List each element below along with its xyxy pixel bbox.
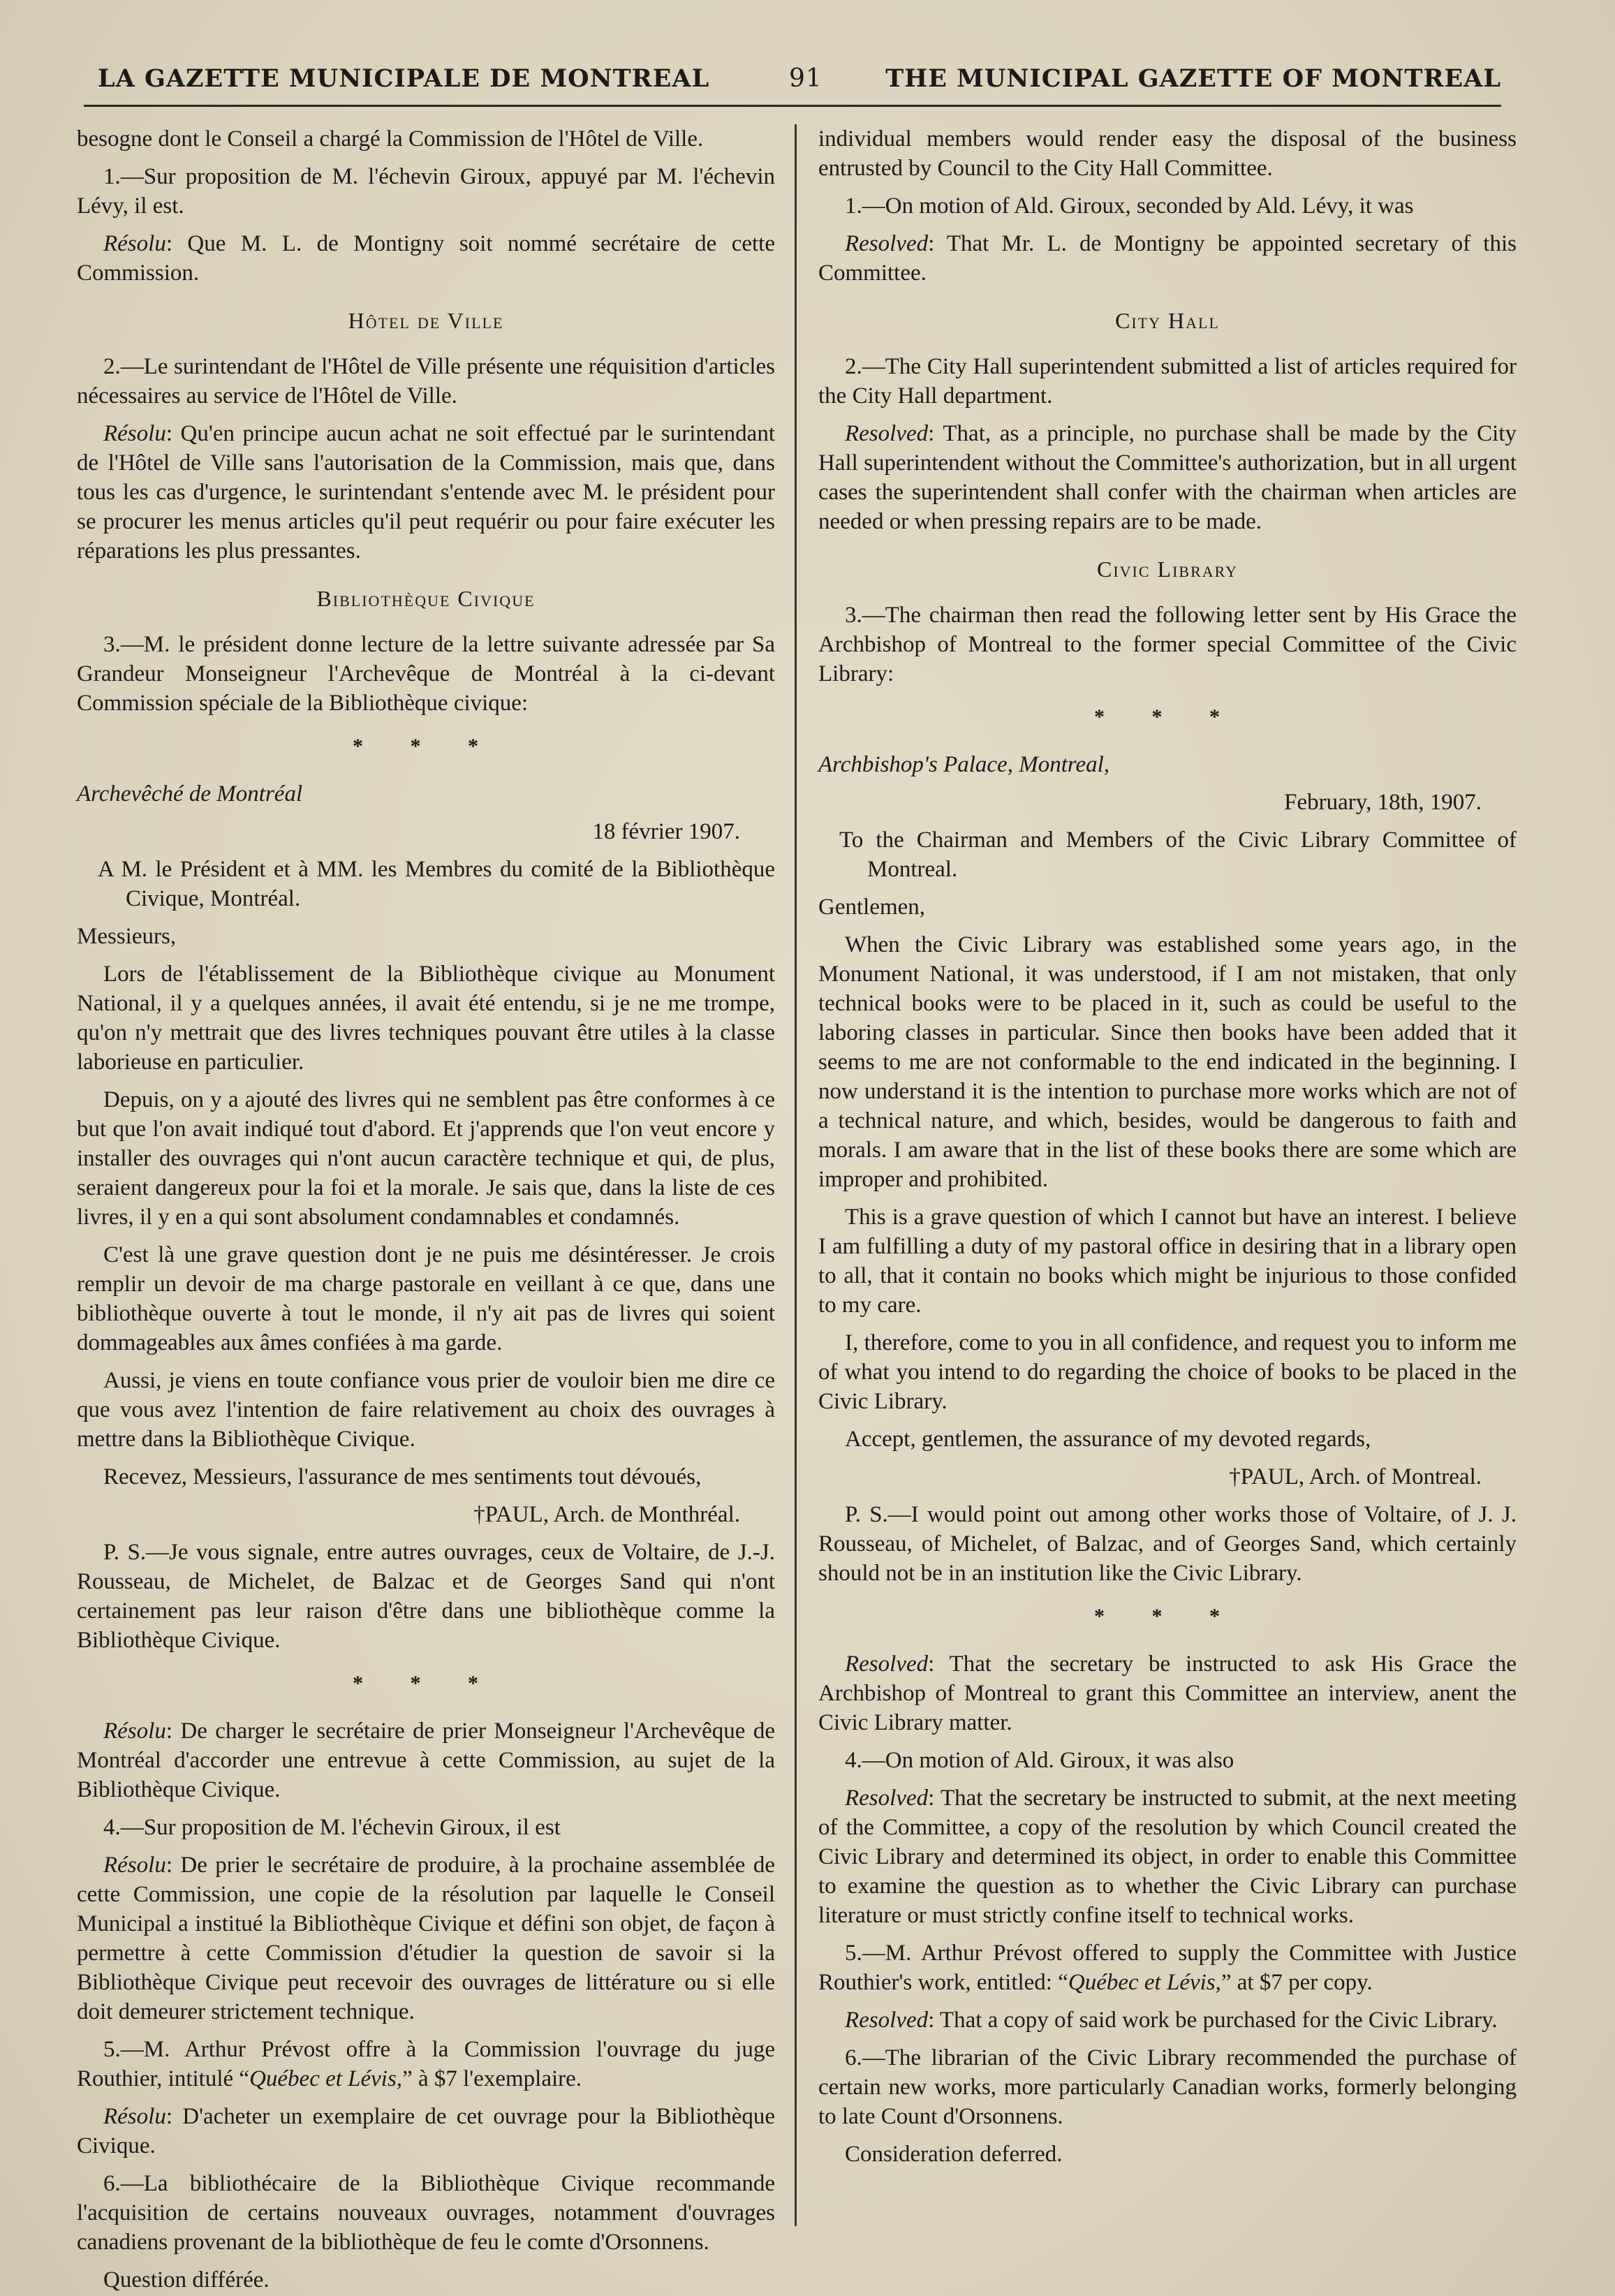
header-rule — [84, 105, 1501, 107]
section-heading-bibliotheque: Bibliothèque Civique — [316, 586, 536, 611]
resolution-text: : Que M. L. de Montigny soit nommé secrétaire de cette Commission. — [77, 231, 775, 286]
offer-price: ” at $7 per copy. — [1221, 1970, 1373, 1995]
section-heading-hotel-de-ville: Hôtel de Ville — [348, 308, 504, 333]
english-column — [818, 124, 1517, 2177]
letter-paragraph: Lors de l'établissement de la Bibliothèque civique au Monument National, il y a quelques années, il avait été entendu, si je ne me trompe, qu'on n'y mettrait que des livres techniques pouvant être utiles à la classe laborieuse en particulier. — [77, 962, 775, 1075]
resolution-paragraph — [818, 229, 1517, 288]
letter-salutation: Messieurs, — [77, 924, 177, 949]
letter-salutation: Gentlemen, — [818, 895, 926, 920]
paragraph: Question différée. — [103, 2267, 270, 2293]
letter-location: Archbishop's Palace, Montreal, — [818, 752, 1110, 777]
motion-paragraph: 1.—On motion of Ald. Giroux, seconded by Ald. Lévy, it was — [845, 193, 1414, 219]
motion-paragraph: 1.—Sur proposition de M. l'échevin Giroux, appuyé par M. l'échevin Lévy, il est. — [77, 164, 775, 219]
offer-text: 5.—M. Arthur Prévost offered to supply the Committee with Justice Routhier's work, entitled: “ — [818, 1941, 1517, 1995]
paragraph: 6.—La bibliothécaire de la Bibliothèque Civique recommande l'acquisition de certains nouveaux ouvrages, notamment d'ouvrages canadiens provenant de la bibliothèque de feu le comte d'Orsonnens. — [77, 2171, 775, 2255]
letter-addressee: A M. le Président et à MM. les Membres du comité de la Bibliothèque Civique, Montréal. — [98, 857, 775, 911]
resolution-text: : De charger le secrétaire de prier Monseigneur l'Archevêque de Montréal d'accorder une entrevue à cette Commission, au sujet de la Bibliothèque Civique. — [77, 1719, 775, 1802]
resolution-text: : That the secretary be instructed to ask His Grace the Archbishop of Montreal to grant this Committee an interview, anent the Civic Library matter. — [818, 1651, 1517, 1735]
letter-paragraph: I, therefore, come to you in all confidence, and request you to inform me of what you intend to do regarding the choice of books to be placed in the Civic Library. — [818, 1330, 1517, 1414]
resolution-text: : That Mr. L. de Montigny be appointed secretary of this Committee. — [818, 231, 1517, 286]
resolution-label: Résolu — [103, 1853, 166, 1878]
letter-closing: Recevez, Messieurs, l'assurance de mes sentiments tout dévoués, — [103, 1464, 702, 1489]
section-heading-city-hall: City Hall — [1115, 308, 1220, 333]
letter-paragraph: Depuis, on y a ajouté des livres qui ne semblent pas être conformes à ce but que l'on avait indiqué tout d'abord. Et j'apprends que l'on veut encore y installer des ouvrages qui n'ont aucun caractère technique et qui, de plus, seraient dangereux pour la foi et la morale. Je sais que, dans la liste de ces livres, il y en a qui sont absolument condamnables et condamnés. — [77, 1087, 775, 1230]
letter-postscript: P. S.—Je vous signale, entre autres ouvrages, ceux de Voltaire, de J.-J. Rousseau, de Michelet, de Balzac et de Georges Sand qui n'ont certainement pas leur raison d'être dans une bibliothèque comme la Bibliothèque Civique. — [77, 1540, 775, 1653]
letter-closing: Accept, gentlemen, the assurance of my devoted regards, — [845, 1427, 1371, 1452]
section-heading-civic-library: Civic Library — [1096, 557, 1238, 582]
column-divider — [795, 124, 797, 2226]
letter-paragraph: C'est là une grave question dont je ne puis me désintéresser. Je crois remplir un devoir de ma charge pastorale en veillant à ce que, dans une bibliothèque ouverte à tout le monde, il n'y ait pas de livres qui soient dommageables aux âmes confiées à ma garde. — [77, 1242, 775, 1355]
resolution-paragraph — [77, 229, 775, 288]
letter-signature: †PAUL, Arch. de Monthréal. — [473, 1502, 740, 1527]
resolution-paragraph — [77, 419, 775, 566]
offer-price: ” à $7 l'exemplaire. — [402, 2066, 582, 2091]
resolution-label: Résolu — [103, 421, 166, 446]
letter-location: Archevêché de Montréal — [77, 781, 303, 807]
header-title-english: THE MUNICIPAL GAZETTE OF MONTREAL — [885, 64, 1501, 93]
resolution-label: Resolved — [845, 2008, 929, 2033]
resolution-label: Résolu — [103, 2104, 166, 2129]
paragraph: 6.—The librarian of the Civic Library recommended the purchase of certain new works, more particularly Canadian works, formerly belonging to late Count d'Orsonnens. — [818, 2045, 1517, 2129]
resolution-label: Resolved — [845, 231, 929, 256]
resolution-label: Resolved — [845, 421, 929, 446]
resolution-text: : De prier le secrétaire de produire, à la prochaine assemblée de cette Commission, une copie de la résolution par laquelle le Conseil Municipal a institué la Bibliothèque Civique et défini son objet, de façon à permettre à cette Commission d'étudier la question de savoir si la Bibliothèque Civique peut recevoir des ouvrages de littérature ou si elle doit demeurer strictement technique. — [77, 1853, 775, 2024]
paragraph: 2.—The City Hall superintendent submitted a list of articles required for the City Hall department. — [818, 354, 1517, 409]
section-separator: * * * — [353, 735, 499, 758]
header-title-french: LA GAZETTE MUNICIPALE DE MONTREAL — [98, 64, 710, 93]
paragraph: besogne dont le Conseil a chargé la Commission de l'Hôtel de Ville. — [77, 126, 704, 152]
paragraph — [77, 2035, 775, 2093]
resolution-paragraph — [818, 2006, 1517, 2035]
letter-paragraph: This is a grave question of which I cannot but have an interest. I believe I am fulfilling a duty of my pastoral office in desiring that in a library open to all, that it contain no books which might be injurious to those confided to my care. — [818, 1205, 1517, 1318]
resolution-paragraph — [818, 1783, 1517, 1930]
resolution-label: Résolu — [103, 1719, 166, 1744]
resolution-label: Resolved — [845, 1651, 929, 1677]
resolution-text: : That, as a principle, no purchase shall be made by the City Hall superintendent without the Committee's authorization, but in all urgent cases the superintendent shall confer with the chairman when articles are needed or when pressing repairs are to be made. — [818, 421, 1517, 534]
paragraph — [818, 1938, 1517, 1997]
page-number: 91 — [789, 64, 823, 93]
resolution-text: : That the secretary be instructed to submit, at the next meeting of the Committee, a copy of the resolution by which Council created the Civic Library and determined its object, in order to enable this Committee to examine the question as to whether the Civic Library can purchase literature or must strictly confine itself to technical works. — [818, 1786, 1517, 1928]
resolution-text: : That a copy of said work be purchased for the Civic Library. — [928, 2008, 1498, 2033]
paragraph: Consideration deferred. — [845, 2142, 1063, 2167]
letter-paragraph: Aussi, je viens en toute confiance vous prier de vouloir bien me dire ce que vous avez l'intention de faire relativement au choix des ouvrages à mettre dans la Bibliothèque Civique. — [77, 1368, 775, 1452]
paragraph: 2.—Le surintendant de l'Hôtel de Ville présente une réquisition d'articles nécessaires au service de l'Hôtel de Ville. — [77, 354, 775, 409]
page-header — [91, 59, 1501, 99]
paragraph: individual members would render easy the disposal of the business entrusted by Council to the City Hall Committee. — [818, 126, 1517, 181]
french-column — [77, 124, 775, 2296]
letter-signature: †PAUL, Arch. of Montreal. — [1229, 1464, 1482, 1489]
section-separator: * * * — [353, 1672, 499, 1695]
paragraph: 3.—The chairman then read the following letter sent by His Grace the Archbishop of Montreal to the former special Committee of the Civic Library: — [818, 603, 1517, 686]
resolution-label: Résolu — [103, 231, 166, 256]
book-title: Québec et Lévis, — [249, 2066, 403, 2091]
resolution-text: : Qu'en principe aucun achat ne soit effectué par le surintendant de l'Hôtel de Ville sans l'autorisation de la Commission, mais que, dans tous les cas d'urgence, le surintendant s'entende avec M. le président pour se procurer les menus articles qu'il peut requérir ou pour faire exécuter les réparations les plus pressantes. — [77, 421, 775, 564]
motion-paragraph: 4.—Sur proposition de M. l'échevin Giroux, il est — [103, 1815, 561, 1840]
letter-paragraph: When the Civic Library was established some years ago, in the Monument National, it was understood, if I am not mistaken, that only technical books were to be placed in it, such as could be useful to the laboring classes in particular. Since then books have been added that it seems to me are not conformable to the end indicated in the beginning. I now understand it is the intention to purchase more works which are not of a technical nature, and which, besides, would be dangerous to faith and morals. I am aware that in the list of these books there are some which are improper and prohibited. — [818, 932, 1517, 1192]
letter-postscript: P. S.—I would point out among other works those of Voltaire, of J. J. Rousseau, of Michelet, of Balzac, and of Georges Sand, which certainly should not be in an institution like the Civic Library. — [818, 1502, 1517, 1586]
section-separator: * * * — [1094, 705, 1241, 728]
resolution-paragraph — [77, 2102, 775, 2161]
paragraph: 3.—M. le président donne lecture de la lettre suivante adressée par Sa Grandeur Monseigneur l'Archevêque de Montréal à la ci-devant Commission spéciale de la Bibliothèque civique: — [77, 632, 775, 716]
resolution-paragraph — [77, 1716, 775, 1804]
resolution-paragraph — [818, 419, 1517, 536]
resolution-text: : D'acheter un exemplaire de cet ouvrage pour la Bibliothèque Civique. — [77, 2104, 775, 2158]
book-title: Québec et Lévis, — [1068, 1970, 1221, 1995]
section-separator: * * * — [1094, 1605, 1241, 1628]
letter-date: 18 février 1907. — [592, 819, 740, 844]
offer-text: 5.—M. Arthur Prévost offre à la Commission l'ouvrage du juge Routhier, intitulé “ — [77, 2037, 775, 2091]
letter-date: February, 18th, 1907. — [1284, 790, 1482, 815]
letter-addressee: To the Chairman and Members of the Civic Library Committee of Montreal. — [839, 827, 1517, 882]
resolution-paragraph — [818, 1649, 1517, 1737]
resolution-label: Resolved — [845, 1786, 929, 1811]
motion-paragraph: 4.—On motion of Ald. Giroux, it was also — [845, 1748, 1234, 1773]
resolution-paragraph — [77, 1850, 775, 2026]
